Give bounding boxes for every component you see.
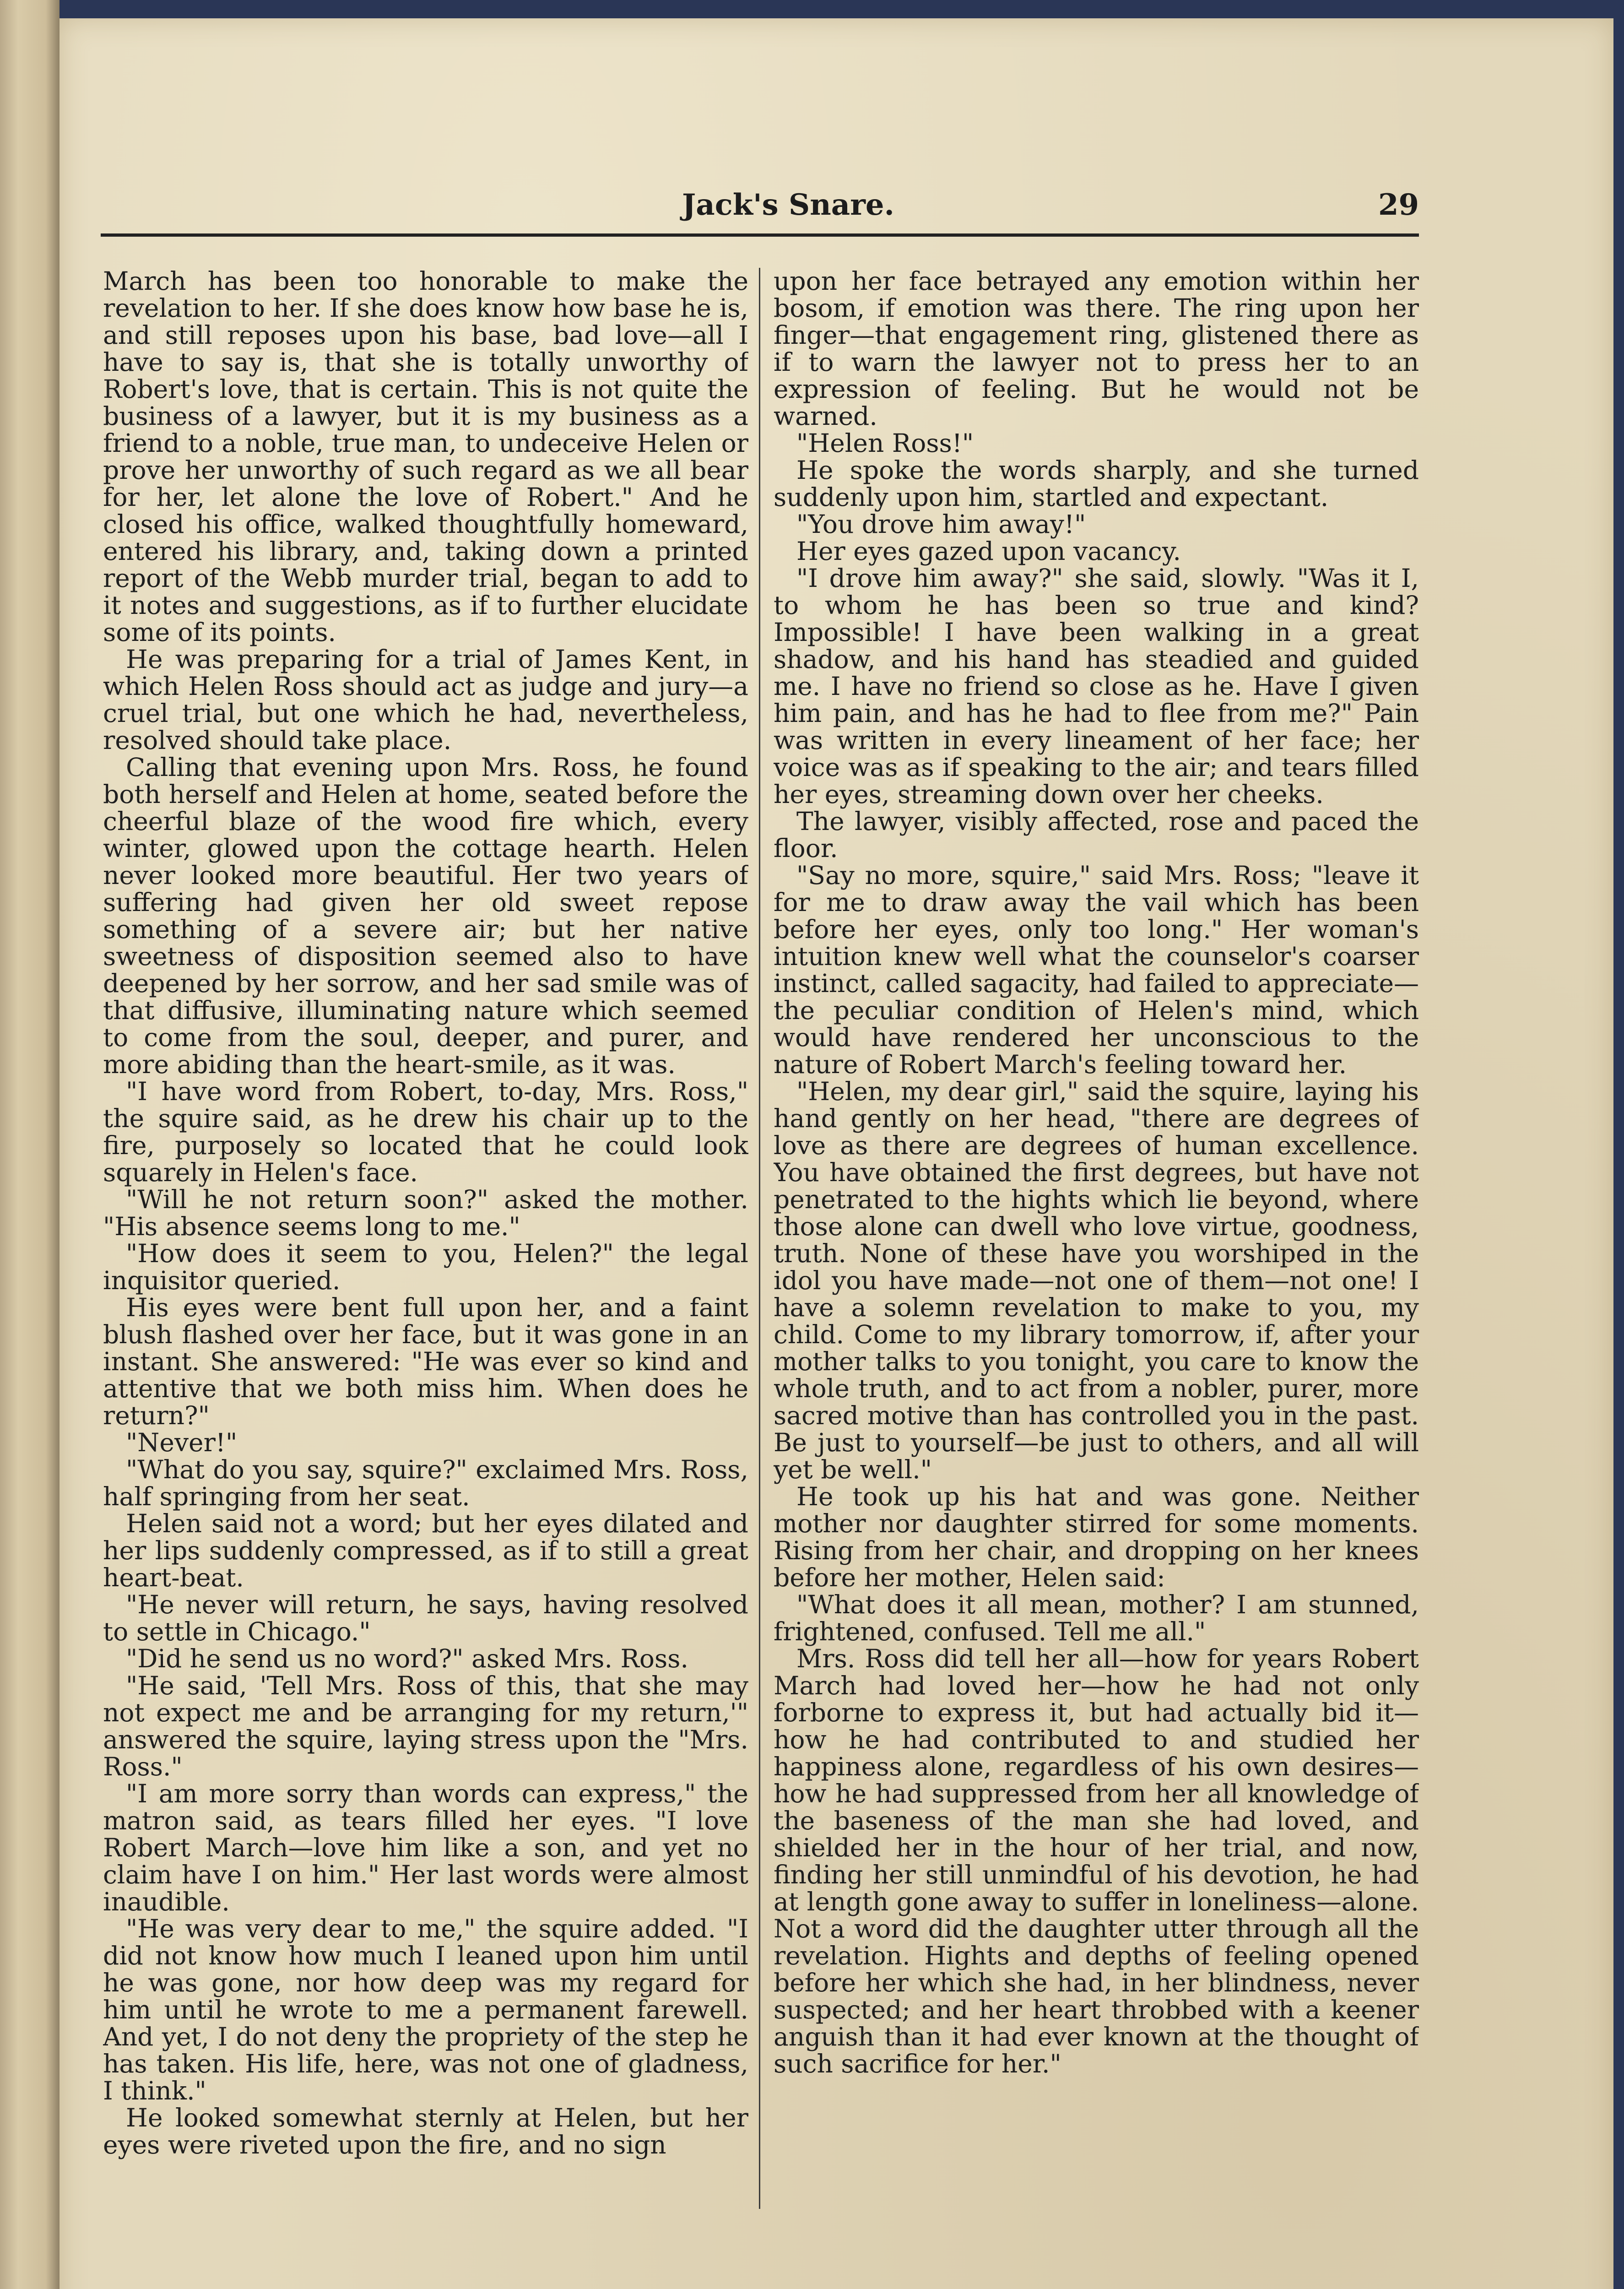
- paragraph: "Did he send us no word?" asked Mrs. Ross.: [126, 1644, 688, 1673]
- left-text-column: [103, 268, 748, 2218]
- paragraph: "Helen, my dear girl," said the squire, laying his hand gently on her head, "there are degrees of love as there are degrees of human excellence. You have obtained the first degrees, but have not penetrated to the hights which lie beyond, where those alone can dwell who love virtue, goodness, truth. None of these have you worshiped in the idol you have made—not one of them—not one! I have a solemn revelation to make to you, my child. Come to my library tomorrow, if, after your mother talks to you tonight, you care to know the whole truth, and to act from a nobler, purer, more sacred motive than has controlled you in the past. Be just to yourself—be just to others, and all will yet be well.": [774, 1077, 1419, 1484]
- paragraph: Her eyes gazed upon vacancy.: [796, 537, 1181, 566]
- running-title: Jack's Snare.: [682, 188, 894, 222]
- paragraph: upon her face betrayed any emotion within her bosom, if emotion was there. The ring upon her finger—that engagement ring, glistened there as if to warn the lawyer not to press her to an expression of feeling. But he would not be warned.: [774, 268, 1419, 431]
- paragraph: "Never!": [126, 1428, 238, 1457]
- paragraph: "I have word from Robert, to-day, Mrs. Ross," the squire said, as he drew his chair up to the fire, purposely so located that he could look squarely in Helen's face.: [103, 1077, 748, 1187]
- binding-gutter: [0, 0, 60, 2289]
- paragraph: "Will he not return soon?" asked the mother. "His absence seems long to me.": [103, 1185, 748, 1241]
- paragraph: "What does it all mean, mother? I am stunned, frightened, confused. Tell me all.": [774, 1590, 1419, 1646]
- paragraph: "I am more sorry than words can express," the matron said, as tears filled her eyes. "I love Robert March—love him like a son, and yet no claim have I on him." Her last words were almost inaudible.: [103, 1779, 748, 1916]
- paragraph: Mrs. Ross did tell her all—how for years Robert March had loved her—how he had not only forborne to express it, but had actually bid it—how he had contributed to and studied her happiness alone, regardless of his own desires—how he had suppressed from her all knowledge of the baseness of the man she had loved, and shielded her in the hour of her trial, and now, finding her still unmindful of his devotion, he had at length gone away to suffer in loneliness—alone. Not a word did the daughter utter through all the revelation. Hights and depths of feeling opened before her which she had, in her blindness, never suspected; and her heart throbbed with a keener anguish than it had ever known at the thought of such sacrifice for her.": [774, 1644, 1419, 2078]
- paragraph: "I drove him away?" she said, slowly. "Was it I, to whom he has been so true and kind? Impossible! I have been walking in a great shadow, and his hand has steadied and guided me. I have no friend so close as he. Have I given him pain, and has he had to flee from me?" Pain was written in every lineament of her face; her voice was as if speaking to the air; and tears filled her eyes, streaming down over her cheeks.: [774, 564, 1419, 809]
- paragraph: He looked somewhat sternly at Helen, but her eyes were riveted upon the fire, and no sign: [103, 2103, 748, 2159]
- paragraph: "What do you say, squire?" exclaimed Mrs. Ross, half springing from her seat.: [103, 1455, 748, 1511]
- paragraph: Helen said not a word; but her eyes dilated and her lips suddenly compressed, as if to still a great heart-beat.: [103, 1509, 748, 1592]
- column-divider: [759, 268, 760, 2209]
- paragraph: March has been too honorable to make the revelation to her. If she does know how base he is, and still reposes upon his base, bad love—all I have to say is, that she is totally unworthy of Robert's love, that is certain. This is not quite the business of a lawyer, but it is my business as a friend to a noble, true man, to undeceive Helen or prove her unworthy of such regard as we all bear for her, let alone the love of Robert." And he closed his office, walked thoughtfully homeward, entered his library, and, taking down a printed report of the Webb murder trial, began to add to it notes and suggestions, as if to further elucidate some of its points.: [103, 268, 748, 647]
- paragraph: "He said, 'Tell Mrs. Ross of this, that she may not expect me and be arranging for my return,'" answered the squire, laying stress upon the "Mrs. Ross.": [103, 1671, 748, 1781]
- paragraph: The lawyer, visibly affected, rose and paced the floor.: [774, 807, 1419, 863]
- right-text-column: [774, 268, 1419, 2218]
- paragraph: He was preparing for a trial of James Kent, in which Helen Ross should act as judge and jury—a cruel trial, but one which he had, nevertheless, resolved should take place.: [103, 645, 748, 755]
- paragraph: He took up his hat and was gone. Neither mother nor daughter stirred for some moments. Rising from her chair, and dropping on her knees before her mother, Helen said:: [774, 1482, 1419, 1592]
- paragraph: His eyes were bent full upon her, and a faint blush flashed over her face, but it was gone in an instant. She answered: "He was ever so kind and attentive that we both miss him. When does he return?": [103, 1293, 748, 1430]
- paragraph: "Helen Ross!": [796, 429, 974, 458]
- paragraph: "How does it seem to you, Helen?" the legal inquisitor queried.: [103, 1239, 748, 1295]
- page-number: 29: [1378, 188, 1419, 222]
- running-header: [101, 174, 1419, 237]
- paragraph: "He never will return, he says, having resolved to settle in Chicago.": [103, 1590, 748, 1646]
- book-page: [60, 18, 1613, 2289]
- paragraph: "He was very dear to me," the squire added. "I did not know how much I leaned upon him until he was gone, nor how deep was my regard for him until he wrote to me a permanent farewell. And yet, I do not deny the propriety of the step he has taken. His life, here, was not one of gladness, I think.": [103, 1914, 748, 2105]
- paragraph: Calling that evening upon Mrs. Ross, he found both herself and Helen at home, seated before the cheerful blaze of the wood fire which, every winter, glowed upon the cottage hearth. Helen never looked more beautiful. Her two years of suffering had given her old sweet repose something of a severe air; but her native sweetness of disposition seemed also to have deepened by her sorrow, and her sad smile was of that diffusive, illuminating nature which seemed to come from the soul, deeper, and purer, and more abiding than the heart-smile, as it was.: [103, 753, 748, 1079]
- paragraph: "You drove him away!": [796, 510, 1086, 539]
- paragraph: "Say no more, squire," said Mrs. Ross; "leave it for me to draw away the vail which has been before her eyes, only too long." Her woman's intuition knew well what the counselor's coarser instinct, called sagacity, had failed to appreciate—the peculiar condition of Helen's mind, which would have rendered her unconscious to the nature of Robert March's feeling toward her.: [774, 861, 1419, 1079]
- paragraph: He spoke the words sharply, and she turned suddenly upon him, startled and expectant.: [774, 456, 1419, 512]
